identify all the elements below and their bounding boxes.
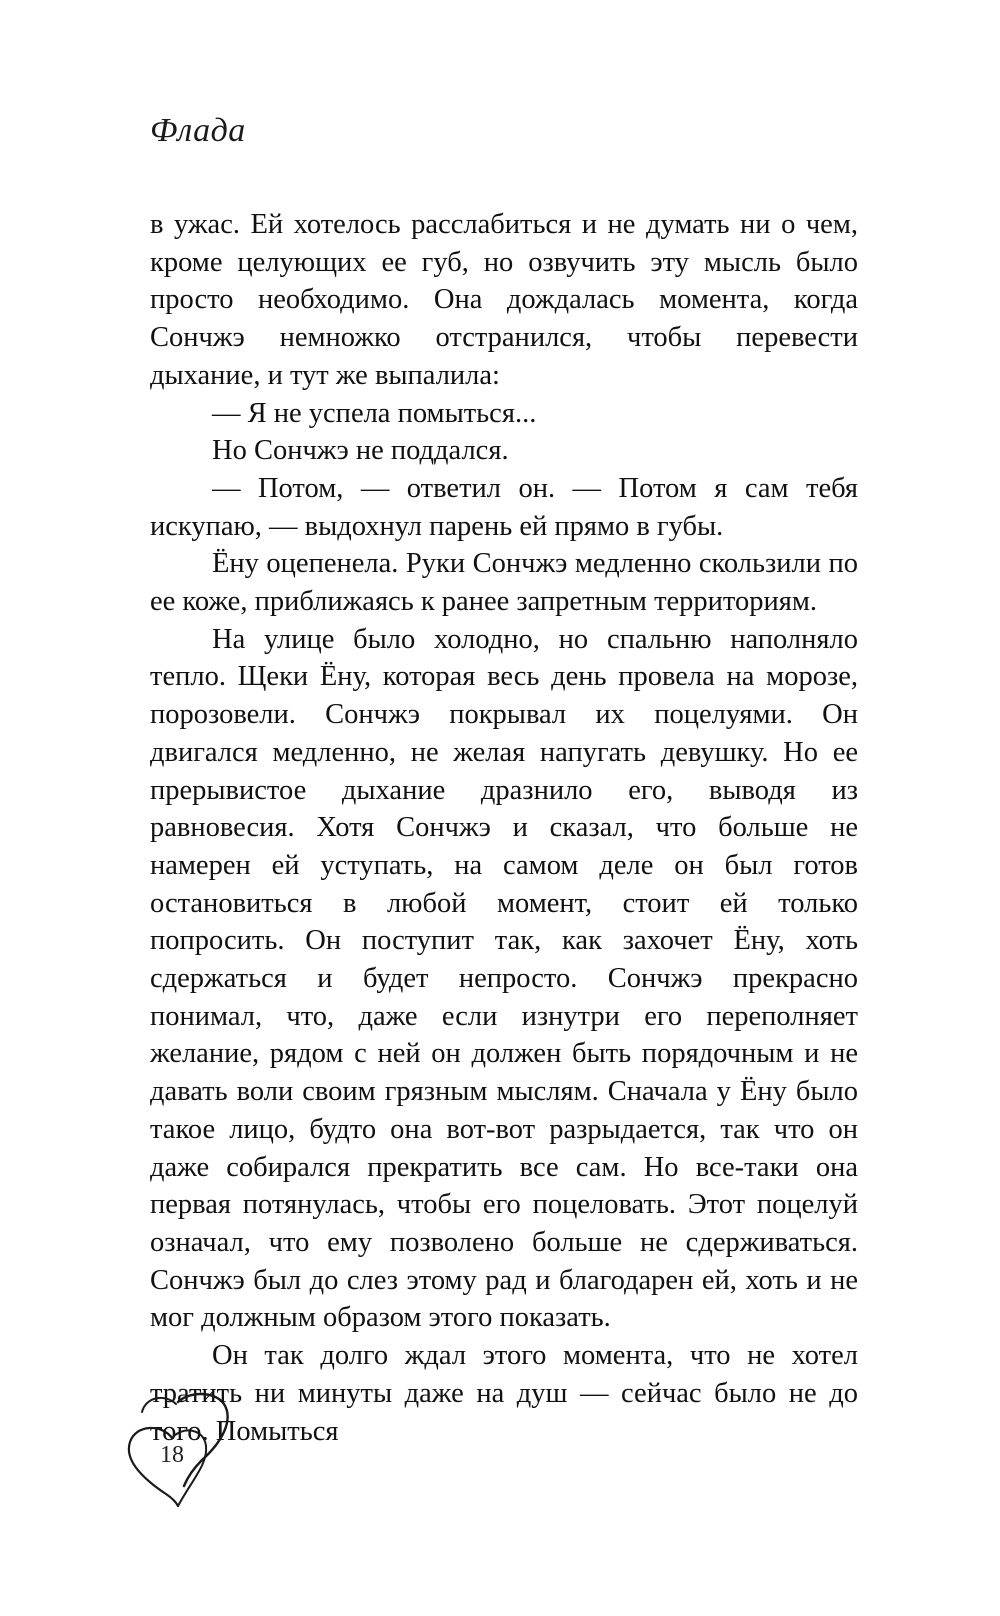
- paragraph: Он так долго ждал этого момента, что не хотел тратить ни минуты даже на душ — сейчас было не до того. Помыться: [150, 1340, 858, 1447]
- body-text: [150, 206, 858, 1450]
- page-footer: [118, 1390, 248, 1510]
- running-title: Флада: [150, 112, 246, 149]
- paragraph-continued: в ужас. Ей хотелось расслабиться и не думать ни о чем, кроме целующих ее губ, но озвучить эту мысль было просто необходимо. Она дождалась момента, когда Сончжэ немножко отстранился, чтобы перевести дыхание, и тут же выпалила:: [150, 209, 858, 391]
- paragraph: Ёну оцепенела. Руки Сончжэ медленно скользили по ее коже, приближаясь к ранее запретным территориям.: [150, 548, 858, 618]
- dialogue-line: — Потом, — ответил он. — Потом я сам тебя искупаю, — выдохнул парень ей прямо в губы.: [150, 472, 858, 542]
- dialogue-line: — Я не успела помыться...: [212, 397, 537, 429]
- paragraph: Но Сончжэ не поддался.: [212, 435, 509, 467]
- paragraph: На улице было холодно, но спальню наполняло тепло. Щеки Ёну, которая весь день провела на морозе, порозовели. Сончжэ покрывал их поцелуями. Он двигался медленно, не желая напугать девушку. Но ее прерывистое дыхание дразнило его, выводя из равновесия. Хотя Сончжэ и сказал, что больше не намерен ей уступать, на самом деле он был готов остановиться в любой момент, стоит ей только попросить. Он поступит так, как захочет Ёну, хоть сдержаться и будет непросто. Сончжэ прекрасно понимал, что, даже если изнутри его переполняет желание, рядом с ней он должен быть порядочным и не давать воли своим грязным мыслям. Сначала у Ёну было такое лицо, будто она вот-вот разрыдается, так что он даже собирался прекратить все сам. Но все-таки она первая потянулась, чтобы его поцеловать. Этот поцелуй означал, что ему позволено больше не сдерживаться. Сончжэ был до слез этому рад и благодарен ей, хоть и не мог должным образом этого показать.: [150, 623, 858, 1334]
- page-number: 18: [160, 1442, 184, 1468]
